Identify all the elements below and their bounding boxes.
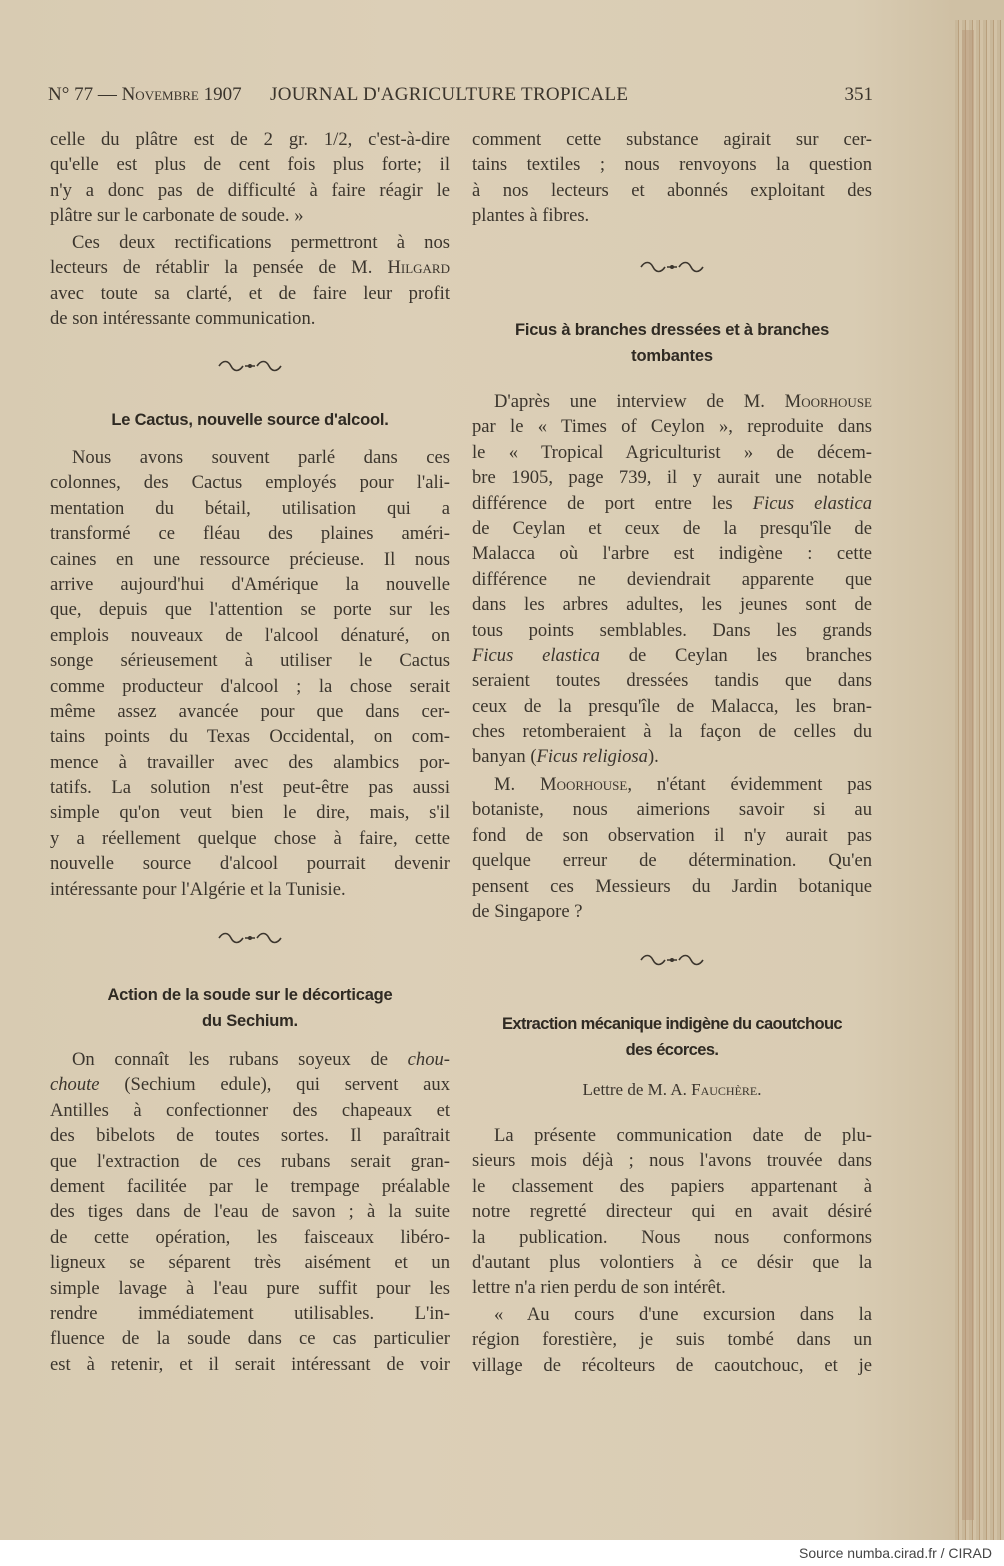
text-segment: par le « Times of Ceylon », reproduite dans (472, 416, 872, 438)
text-line (472, 1225, 872, 1250)
issue-year: 1907 (203, 84, 242, 105)
text-line (472, 797, 872, 822)
text-line (472, 440, 872, 465)
text-line (472, 1302, 872, 1327)
text-line (472, 1199, 872, 1224)
text-line (472, 414, 872, 439)
heading-ficus (472, 317, 872, 369)
text-line (472, 1327, 872, 1352)
text-segment: tatifs. La solution n'est peut-être pas aussi (50, 777, 450, 799)
text-segment: de Singapore ? (472, 900, 583, 922)
small-caps-name: Moorhouse (540, 774, 628, 795)
ornament-divider-icon (637, 260, 707, 274)
text-segment: sieurs mois déjà ; nous l'avons trouvée dans (472, 1150, 872, 1172)
text-line (50, 1072, 450, 1097)
article-end-paragraph (50, 127, 450, 229)
text-segment: nouvelle source d'alcool pourrait devenir (50, 853, 450, 875)
paragraph-extraction (472, 1123, 872, 1301)
text-line (50, 648, 450, 673)
italic-text: chou- (407, 1049, 450, 1070)
page-edge-shadow (962, 30, 974, 1520)
text-segment: botaniste, nous aimerions savoir si au (472, 799, 872, 821)
text-line (50, 623, 450, 648)
text-segment: ligneux se séparent très aisément et un (50, 1252, 450, 1274)
text-line (50, 1250, 450, 1275)
paragraph-moorhouse (472, 772, 872, 924)
text-line (472, 1123, 872, 1148)
text-line (50, 826, 450, 851)
text-segment: à nos lecteurs et abonnés exploitant des (472, 179, 872, 201)
ornament-divider-icon (215, 931, 285, 945)
paragraph-continuation (472, 127, 872, 229)
text-segment: D'après une interview de M. (494, 391, 785, 412)
text-segment: le « Tropical Agriculturist » de décem- (472, 441, 872, 463)
text-segment: des tiges dans de l'eau de savon ; à la suite (50, 1201, 450, 1223)
heading-line: du Sechium. (202, 1012, 298, 1030)
text-segment: ). (647, 746, 659, 768)
text-line (50, 674, 450, 699)
text-segment: tous points semblables. Dans les grands (472, 619, 872, 641)
text-segment: rendre immédiatement utilisables. L'in- (50, 1302, 450, 1324)
text-line (472, 203, 872, 228)
italic-text: Ficus religiosa (536, 746, 648, 768)
text-segment: dement facilitée par le trempage préalable (50, 1175, 450, 1197)
text-line (472, 541, 872, 566)
text-segment: (Sechium edule), qui servent aux (99, 1074, 450, 1096)
heading-line: des écorces. (625, 1041, 719, 1059)
paragraph-soude (50, 1047, 450, 1377)
text-segment: banyan ( (472, 746, 537, 768)
paragraph-cactus (50, 445, 450, 902)
text-segment: pensent ces Messieurs du Jardin botanique (472, 875, 872, 897)
text-line (472, 1275, 872, 1300)
text-segment: qu'elle est plus de cent fois plus forte; il (50, 154, 450, 176)
small-caps-name: Moorhouse (784, 391, 872, 412)
text-line (50, 1047, 450, 1072)
text-segment: fluence de la soude dans ce cas particulier (50, 1328, 450, 1350)
text-line (50, 1276, 450, 1301)
text-segment: Nous avons souvent parlé dans ces (72, 447, 450, 468)
text-segment: emplois nouveaux de l'alcool dénaturé, on (50, 624, 450, 646)
byline-suffix: . (757, 1080, 762, 1099)
text-line (472, 567, 872, 592)
text-line (50, 877, 450, 902)
text-line (50, 699, 450, 724)
text-line (472, 178, 872, 203)
text-line (472, 643, 872, 668)
text-line (50, 230, 450, 255)
heading-extraction (472, 1011, 872, 1063)
ornament-divider-icon (215, 359, 285, 373)
text-line (50, 281, 450, 306)
text-line (50, 1326, 450, 1351)
text-line (472, 668, 872, 693)
small-caps-name: Hilgard (387, 257, 450, 279)
text-segment: « Au cours d'une excursion dans la (494, 1304, 872, 1325)
text-segment: caines en une ressource précieuse. Il nous (50, 548, 450, 570)
text-line (472, 874, 872, 899)
text-line (50, 800, 450, 825)
text-segment: lecteurs de rétablir la pensée de M. (50, 257, 388, 279)
text-line (472, 772, 872, 797)
text-segment: ches retomberaient à la façon de celles du (472, 721, 872, 743)
text-line (50, 572, 450, 597)
text-segment: M. (494, 774, 541, 795)
running-header (48, 84, 873, 108)
text-segment: de cette opération, les faisceaux libéro- (50, 1226, 450, 1248)
text-line (472, 1148, 872, 1173)
text-line (50, 1174, 450, 1199)
heading-line: Ficus à branches dressées et à branches (514, 321, 830, 339)
text-segment: Malacca où l'arbre est indigène : cette (472, 543, 872, 565)
heading-cactus: Le Cactus, nouvelle source d'alcool. (111, 411, 389, 429)
text-segment: que l'extraction de ces rubans serait gran- (50, 1150, 450, 1172)
text-line (472, 1174, 872, 1199)
text-line (472, 744, 872, 769)
text-line (50, 306, 450, 331)
byline-author: Fauchère (691, 1080, 758, 1099)
page-number: 351 (844, 84, 873, 105)
text-line (472, 719, 872, 744)
text-segment: songe sérieusement à utiliser le Cactus (50, 650, 450, 672)
text-line (472, 389, 872, 414)
text-line (50, 1123, 450, 1148)
text-segment: différence ne deviendrait apparente que (472, 568, 872, 590)
text-segment: lettre n'a rien perdu de son intérêt. (472, 1277, 726, 1299)
text-line (50, 1199, 450, 1224)
text-segment: tains points du Texas Occidental, on com- (50, 726, 450, 748)
issue-number: N° 77 — (48, 84, 117, 105)
text-line (50, 1149, 450, 1174)
text-line (50, 1352, 450, 1377)
text-segment: de Ceylan les branches (599, 644, 873, 666)
italic-text: choute (50, 1074, 100, 1096)
text-segment: , n'étant évidemment pas (627, 774, 872, 795)
text-line (50, 203, 450, 228)
text-segment: Ces deux rectifications permettront à nos (72, 232, 450, 253)
ornament-divider-icon (637, 953, 707, 967)
text-line (472, 152, 872, 177)
text-segment: plantes à fibres. (472, 205, 590, 227)
text-segment: Antilles à confectionner des chapeaux et (50, 1099, 450, 1121)
text-segment: d'autant plus volontiers à ce désir que la (472, 1251, 872, 1273)
text-line (50, 775, 450, 800)
text-segment: celle du plâtre est de 2 gr. 1/2, c'est-à-dire (50, 129, 450, 150)
text-segment: bre 1905, page 739, il y aurait une notable (472, 467, 872, 489)
text-segment: mentation du bétail, utilisation qui a (50, 497, 450, 519)
text-segment: même assez avancée pour que dans cer- (50, 700, 450, 722)
text-line (50, 496, 450, 521)
text-segment: intéressante pour l'Algérie et la Tunisie. (50, 878, 346, 900)
text-line (472, 1353, 872, 1378)
text-line (472, 823, 872, 848)
text-line (50, 851, 450, 876)
text-line (50, 470, 450, 495)
text-line (472, 491, 872, 516)
text-line (50, 547, 450, 572)
italic-text: Ficus elastica (472, 644, 600, 666)
text-segment: de son intéressante communication. (50, 308, 316, 330)
text-segment: quelque erreur de détermination. Qu'en (472, 850, 872, 872)
text-segment: transformé ce fléau des plaines améri- (50, 523, 450, 545)
text-segment: simple lavage à l'eau pure suffit pour les (50, 1277, 450, 1299)
text-line (50, 521, 450, 546)
text-line (472, 516, 872, 541)
text-line (50, 178, 450, 203)
text-line (472, 465, 872, 490)
text-line (472, 694, 872, 719)
journal-title: JOURNAL D'AGRICULTURE TROPICALE (270, 84, 629, 105)
heading-line: Action de la soude sur le décorticage (107, 986, 393, 1004)
text-line (50, 1301, 450, 1326)
text-segment: avec toute sa clarté, et de faire leur profit (50, 282, 450, 304)
text-segment: notre regretté directeur qui en avait désiré (472, 1201, 872, 1223)
text-line (50, 445, 450, 470)
text-line (472, 848, 872, 873)
text-segment: différence de port entre les (472, 492, 753, 514)
text-line (50, 255, 450, 280)
text-segment: On connaît les rubans soyeux de (72, 1049, 408, 1070)
text-line (50, 152, 450, 177)
text-segment: que, depuis que l'attention se porte sur les (50, 599, 450, 621)
text-segment: comment cette substance agirait sur cer- (472, 129, 872, 150)
text-line (472, 592, 872, 617)
text-segment: tains textiles ; nous renvoyons la question (472, 154, 872, 176)
text-segment: La présente communication date de plu- (494, 1125, 872, 1146)
text-line (472, 618, 872, 643)
letter-byline (472, 1080, 872, 1100)
text-segment: plâtre sur le carbonate de soude. » (50, 205, 304, 227)
text-line (50, 1098, 450, 1123)
text-line (50, 597, 450, 622)
article-end-paragraph (50, 230, 450, 332)
text-line (472, 127, 872, 152)
text-segment: arrive aujourd'hui d'Amérique la nouvelle (50, 573, 450, 595)
text-segment: région forestière, je suis tombé dans un (472, 1329, 872, 1351)
text-line (50, 724, 450, 749)
paragraph-letter (472, 1302, 872, 1378)
text-line (472, 1250, 872, 1275)
text-segment: n'y a donc pas de difficulté à faire réagir le (50, 179, 450, 201)
text-segment: dans les arbres adultes, les jeunes sont de (472, 594, 872, 616)
issue-month: Novembre (121, 84, 199, 105)
text-segment: fond de son observation il n'y aurait pas (472, 824, 872, 846)
text-line (472, 899, 872, 924)
text-line (50, 750, 450, 775)
text-segment: ceux de la presqu'île de Malacca, les bran- (472, 695, 872, 717)
text-segment: seraient toutes dressées tandis que dans (472, 670, 872, 692)
text-line (50, 127, 450, 152)
text-segment: simple qu'on veut bien le dire, mais, s'il (50, 802, 450, 824)
text-segment: y a réellement quelque chose à faire, cette (50, 827, 450, 849)
heading-soude (50, 982, 450, 1034)
text-segment: le classement des papiers appartenant à (472, 1175, 872, 1197)
text-segment: la publication. Nous nous conformons (472, 1226, 872, 1248)
heading-line: Extraction mécanique indigène du caoutchouc (501, 1015, 842, 1033)
text-segment: colonnes, des Cactus employés pour l'ali- (50, 472, 450, 494)
paragraph-ficus (472, 389, 872, 770)
text-segment: de Ceylan et ceux de la presqu'île de (472, 517, 872, 539)
issue-info (48, 84, 242, 106)
text-segment: comme producteur d'alcool ; la chose serait (50, 675, 450, 697)
italic-text: Ficus elastica (752, 492, 872, 514)
text-segment: mence à travailler avec des alambics por- (50, 751, 450, 773)
text-segment: des bibelots de toutes sortes. Il paraîtrait (50, 1125, 450, 1147)
text-segment: est à retenir, et il serait intéressant de voir (50, 1353, 450, 1375)
source-credit: Source numba.cirad.fr / CIRAD (799, 1545, 992, 1561)
text-segment: village de récolteurs de caoutchouc, et je (472, 1354, 872, 1376)
text-line (50, 1225, 450, 1250)
heading-line: tombantes (631, 347, 713, 365)
byline-prefix: Lettre de M. A. (582, 1080, 692, 1099)
